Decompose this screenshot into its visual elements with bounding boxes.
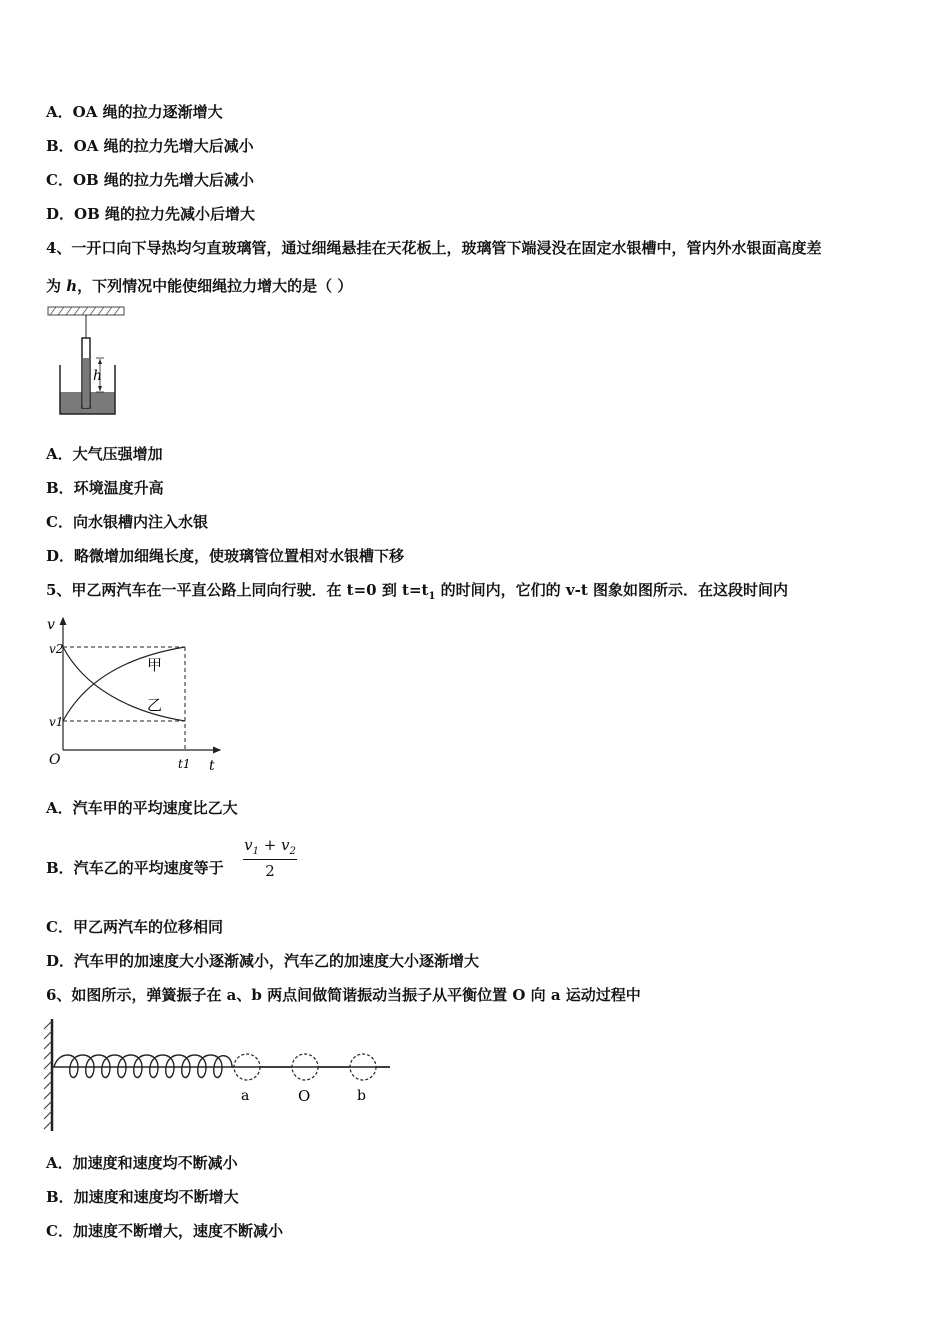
q5-stem: 5、甲乙两汽车在一平直公路上同向行驶．在 t=0 到 $t=t_1$ 的时间内，它们的 v-t 图象如图所示．在这段时间内 xyxy=(46,581,788,602)
origin-label: O xyxy=(49,752,61,768)
q4-h-label: h xyxy=(93,368,103,384)
q4-stem-line2: 为 h，下列情况中能使细绳拉力增大的是（ ） xyxy=(46,277,353,295)
q6-spring-figure xyxy=(42,1015,394,1135)
series-yi-curve xyxy=(63,647,185,721)
label-b: b xyxy=(357,1088,366,1104)
series-yi-label: 乙 xyxy=(147,696,163,714)
q5-option-c: C．甲乙两汽车的位移相同 xyxy=(46,918,223,936)
q3-option-d: D．OB 绳的拉力先减小后增大 xyxy=(46,205,255,223)
q4-tube-figure xyxy=(44,305,128,420)
q5-vt-chart xyxy=(44,612,229,777)
y-axis-label: v xyxy=(47,617,55,633)
series-jia-label: 甲 xyxy=(147,656,163,674)
q4-option-d: D．略微增加细绳长度，使玻璃管位置相对水银槽下移 xyxy=(46,547,405,565)
q4-option-a: A．大气压强增加 xyxy=(46,445,163,463)
label-a: a xyxy=(241,1088,250,1104)
q6-option-a: A．加速度和速度均不断减小 xyxy=(46,1154,238,1172)
q5-option-a: A．汽车甲的平均速度比乙大 xyxy=(46,799,238,817)
series-jia-curve xyxy=(63,647,185,721)
x-axis-label: t xyxy=(209,758,215,774)
spring-coils xyxy=(54,1055,232,1078)
tick-v1: v1 xyxy=(49,715,64,729)
q3-option-a: A．OA 绳的拉力逐渐增大 xyxy=(46,103,223,121)
label-o: O xyxy=(298,1087,311,1105)
q4-option-c: C．向水银槽内注入水银 xyxy=(46,513,208,531)
q3-option-b: B．OA 绳的拉力先增大后减小 xyxy=(46,137,254,155)
tick-t1: t1 xyxy=(178,757,191,771)
q6-stem: 6、如图所示，弹簧振子在 a、b 两点间做简谐振动当振子从平衡位置 O 向 a 运动过程中 xyxy=(46,986,641,1004)
q6-option-c: C．加速度不断增大，速度不断减小 xyxy=(46,1222,283,1240)
q6-option-b: B．加速度和速度均不断增大 xyxy=(46,1188,239,1206)
q4-option-b: B．环境温度升高 xyxy=(46,479,164,497)
q5-option-d: D．汽车甲的加速度大小逐渐减小，汽车乙的加速度大小逐渐增大 xyxy=(46,952,480,970)
q5-option-b: B．汽车乙的平均速度等于 xyxy=(46,859,224,877)
q4-stem-line1: 4、一开口向下导热均匀直玻璃管，通过细绳悬挂在天花板上，玻璃管下端浸没在固定水银槽中，管内外水银面高度差 xyxy=(46,239,822,257)
tick-v2: v2 xyxy=(49,642,64,656)
q5-option-b-fraction: $\frac{v_1 + v_2}{2}$ xyxy=(244,836,296,880)
q3-option-c: C．OB 绳的拉力先增大后减小 xyxy=(46,171,254,189)
